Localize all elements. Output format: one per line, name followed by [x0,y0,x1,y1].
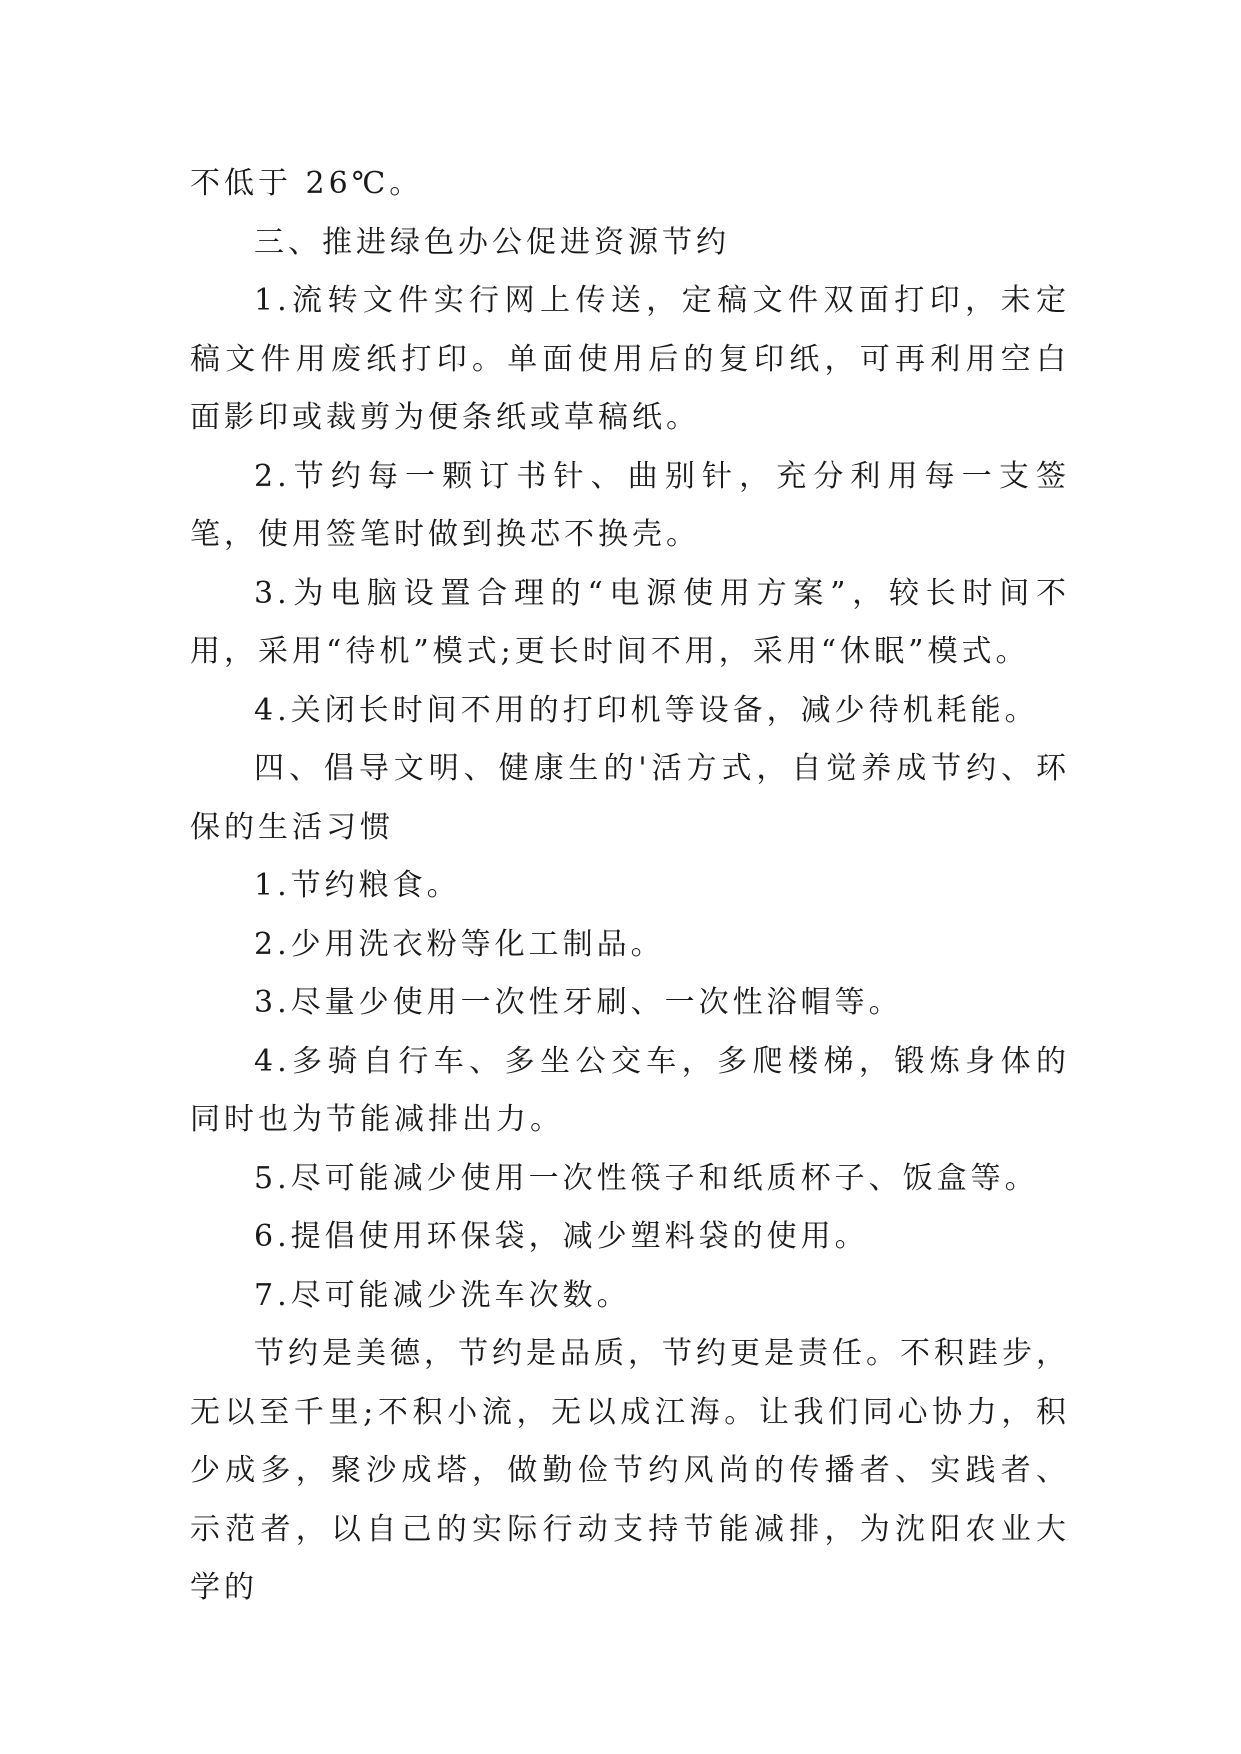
list-item-bags: 6.提倡使用环保袋，减少塑料袋的使用。 [254,1219,869,1254]
list-item-chopsticks: 5.尽可能减少使用一次性筷子和纸质杯子、饭盒等。 [254,1160,1039,1196]
document-body [190,155,1070,1618]
list-item-car-wash: 7.尽可能减少洗车次数。 [254,1277,631,1313]
list-item-transport: 4.多骑自行车、多坐公交车，多爬楼梯，锻炼身体的同时也为节能减排出力。 [190,1043,1070,1137]
list-item-printers: 4.关闭长时间不用的打印机等设备，减少待机耗能。 [254,692,1039,728]
list-item-detergent: 2.少用洗衣粉等化工制品。 [254,926,665,962]
closing-paragraph: 节约是美德，节约是品质，节约更是责任。不积跬步，无以至千里;不积小流，无以成江海。让我们同心协力，积少成多，聚沙成塔，做勤俭节约风尚的传播者、实践者、示范者，以自己的实际行动支持节能减排，为沈阳农业大学的 [190,1336,1070,1605]
paragraph-temperature: 不低于 26℃。 [190,166,424,201]
list-item-staples: 2.节约每一颗订书针、曲别针，充分利用每一支签笔，使用签笔时做到换芯不换壳。 [190,458,1070,552]
section-heading-lifestyle: 四、倡导文明、健康生的'活方式，自觉养成节约、环保的生活习惯 [190,751,1070,845]
list-item-power-plan: 3.为电脑设置合理的“电源使用方案”，较长时间不用，采用“待机”模式;更长时间不用，采用“休眠”模式。 [190,575,1070,669]
list-item-food: 1.节约粮食。 [254,868,461,903]
list-item-online-files: 1.流转文件实行网上传送，定稿文件双面打印，未定稿文件用废纸打印。单面使用后的复印纸，可再利用空白面影印或裁剪为便条纸或草稿纸。 [190,283,1070,435]
list-item-disposables: 3.尽量少使用一次性牙刷、一次性浴帽等。 [254,985,903,1020]
section-heading-green-office: 三、推进绿色办公促进资源节约 [254,224,730,260]
